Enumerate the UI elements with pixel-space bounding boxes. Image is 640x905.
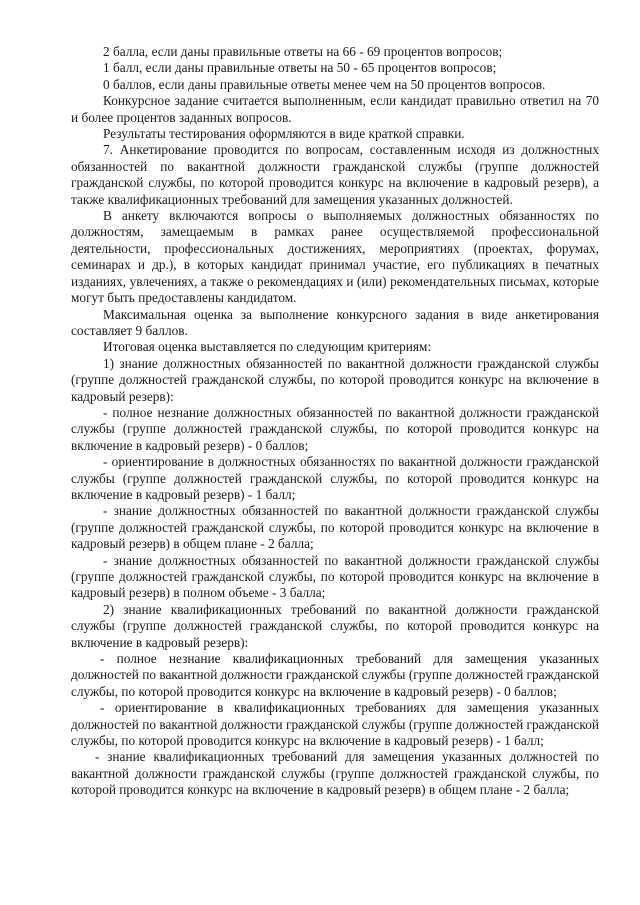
paragraph-test-results: Результаты тестирования оформляются в виде краткой справки. <box>103 126 465 142</box>
paragraph-criterion-1-3: - знание должностных обязанностей по вакантной должности гражданской службы (группе должностей гражданской службы, по которой проводится конкурс на включение в кадровый резерв) в полном объеме - 3 балла; <box>71 552 599 601</box>
paragraph-criterion-1: 1) знание должностных обязанностей по вакантной должности гражданской службы (группе должностей гражданской службы, по которой проводится конкурс на включение в кадровый резерв): <box>71 355 599 404</box>
paragraph-max-score: Максимальная оценка за выполнение конкурсного задания в виде анкетирования составляет 9 баллов. <box>71 306 599 338</box>
paragraph-criterion-2-0: - полное незнание квалификационных требований для замещения указанных должностей по вакантной должности гражданской службы (группе должностей гражданской службы, по которой проводится конкурс на включение в кадровый резерв) - 0 баллов; <box>71 651 599 699</box>
paragraph-criterion-1-1: - ориентирование в должностных обязанностях по вакантной должности гражданской службы (группе должностей гражданской службы, по которой проводится конкурс на включение в кадровый резерв) - 1 балл; <box>71 454 599 502</box>
paragraph-questionnaire-contents: В анкету включаются вопросы о выполняемых должностных обязанностях по должностям, замещаемым в рамках ранее осуществляемой профессиональной деятельности, профессиональных достижениях, мероприятиях (проектах, форумах, семинарах и др.), в которых кандидат принимал участие, его публикациях в печатных изданиях, увлечениях, а также о рекомендациях и (или) рекомендательных письмах, которые могут быть предоставлены кандидатом. <box>71 208 599 306</box>
paragraph-criterion-2-2: - знание квалификационных требований для замещения указанных должностей по вакантной должности гражданской службы (группе должностей гражданской службы, по которой проводится конкурс на включение в кадровый резерв) в общем плане - 2 балла; <box>71 749 599 798</box>
paragraph-criterion-1-2: - знание должностных обязанностей по вакантной должности гражданской службы (группе должностей гражданской службы, по которой проводится конкурс на включение в кадровый резерв) в общем плане - 2 балла; <box>71 503 599 552</box>
paragraph-score-1: 1 балл, если даны правильные ответы на 50 - 65 процентов вопросов; <box>103 60 497 76</box>
paragraph-questionnaire: 7. Анкетирование проводится по вопросам, составленным исходя из должностных обязанностей по вакантной должности гражданской службы (группе должностей гражданской службы, по которой проводится конкурс на включение в кадровый резерв), а также квалификационных требований для замещения указанных должностей. <box>71 142 599 207</box>
paragraph-criteria-intro: Итоговая оценка выставляется по следующим критериям: <box>103 339 432 355</box>
paragraph-completion-rule: Конкурсное задание считается выполненным, если кандидат правильно ответил на 70 и более процентов заданных вопросов. <box>71 93 599 125</box>
paragraph-criterion-2: 2) знание квалификационных требований по вакантной должности гражданской службы (группе должностей гражданской службы, по которой проводится конкурс на включение в кадровый резерв): <box>71 601 599 650</box>
paragraph-criterion-2-1: - ориентирование в квалификационных требованиях для замещения указанных должностей по вакантной должности гражданской службы (группе должностей гражданской службы, по которой проводится конкурс на включение в кадровый резерв) - 1 балл; <box>71 700 599 749</box>
paragraph-score-0: 0 баллов, если даны правильные ответы менее чем на 50 процентов вопросов. <box>103 76 546 92</box>
document-body <box>71 44 599 799</box>
paragraph-score-2: 2 балла, если даны правильные ответы на 66 - 69 процентов вопросов; <box>103 44 503 59</box>
paragraph-criterion-1-0: - полное незнание должностных обязанностей по вакантной должности гражданской службы (группе должностей гражданской службы, по которой проводится конкурс на включение в кадровый резерв) - 0 баллов; <box>71 404 599 453</box>
